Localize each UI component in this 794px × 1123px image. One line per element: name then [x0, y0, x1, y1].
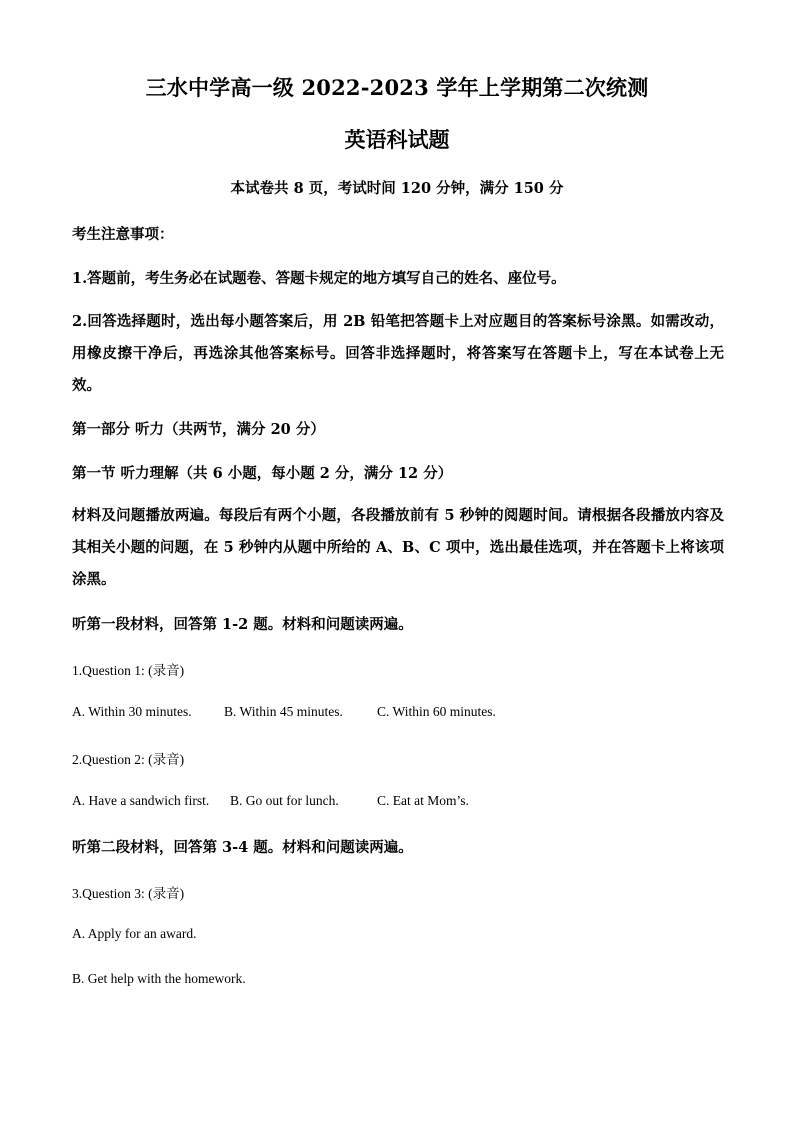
- question-3-prompt: 3.Question 3: (录音): [72, 886, 185, 901]
- listening-instructions: 材料及问题播放两遍。每段后有两个小题，各段播放前有 5 秒钟的阅题时间。请根据各段播放内容及其相关小题的问题，在 5 秒钟内从题中所给的 A、B、C 项中，选出最佳选项，并在答题卡上将该项涂黑。: [72, 507, 724, 588]
- section1-heading: 第一节 听力理解（共 6 小题，每小题 2 分，满分 12 分）: [72, 465, 453, 482]
- question-1-option-a: A. Within 30 minutes.: [72, 704, 192, 719]
- question-2-option-c: C. Eat at Mom’s.: [377, 793, 469, 808]
- passage1-heading: 听第一段材料，回答第 1-2 题。材料和问题读两遍。: [72, 616, 413, 633]
- question-2-prompt: 2.Question 2: (录音): [72, 752, 185, 767]
- notice-heading: 考生注意事项：: [72, 226, 174, 243]
- question-3-option-b: B. Get help with the homework.: [72, 971, 246, 986]
- passage2-heading: 听第二段材料，回答第 3-4 题。材料和问题读两遍。: [72, 839, 413, 856]
- question-2-option-b: B. Go out for lunch.: [230, 793, 339, 808]
- notice-item-1: 1.答题前，考生务必在试题卷、答题卡规定的地方填写自己的姓名、座位号。: [72, 270, 566, 287]
- question-1-prompt: 1.Question 1: (录音): [72, 663, 185, 678]
- exam-subtitle: 英语科试题: [344, 127, 450, 152]
- exam-title: 三水中学高一级 2022-2023 学年上学期第二次统测: [145, 75, 649, 100]
- question-2-option-a: A. Have a sandwich first.: [72, 793, 210, 808]
- question-1-option-c: C. Within 60 minutes.: [377, 704, 496, 719]
- part1-heading: 第一部分 听力（共两节，满分 20 分）: [72, 421, 325, 438]
- question-1-option-b: B. Within 45 minutes.: [224, 704, 343, 719]
- notice-item-2: 2.回答选择题时，选出每小题答案后，用 2B 铅笔把答题卡上对应题目的答案标号涂黑。如需改动，用橡皮擦干净后，再选涂其他答案标号。回答非选择题时，将答案写在答题卡上，写在本试卷上无效。: [72, 313, 724, 394]
- exam-info: 本试卷共 8 页，考试时间 120 分钟，满分 150 分: [230, 180, 564, 197]
- question-3-option-a: A. Apply for an award.: [72, 926, 197, 941]
